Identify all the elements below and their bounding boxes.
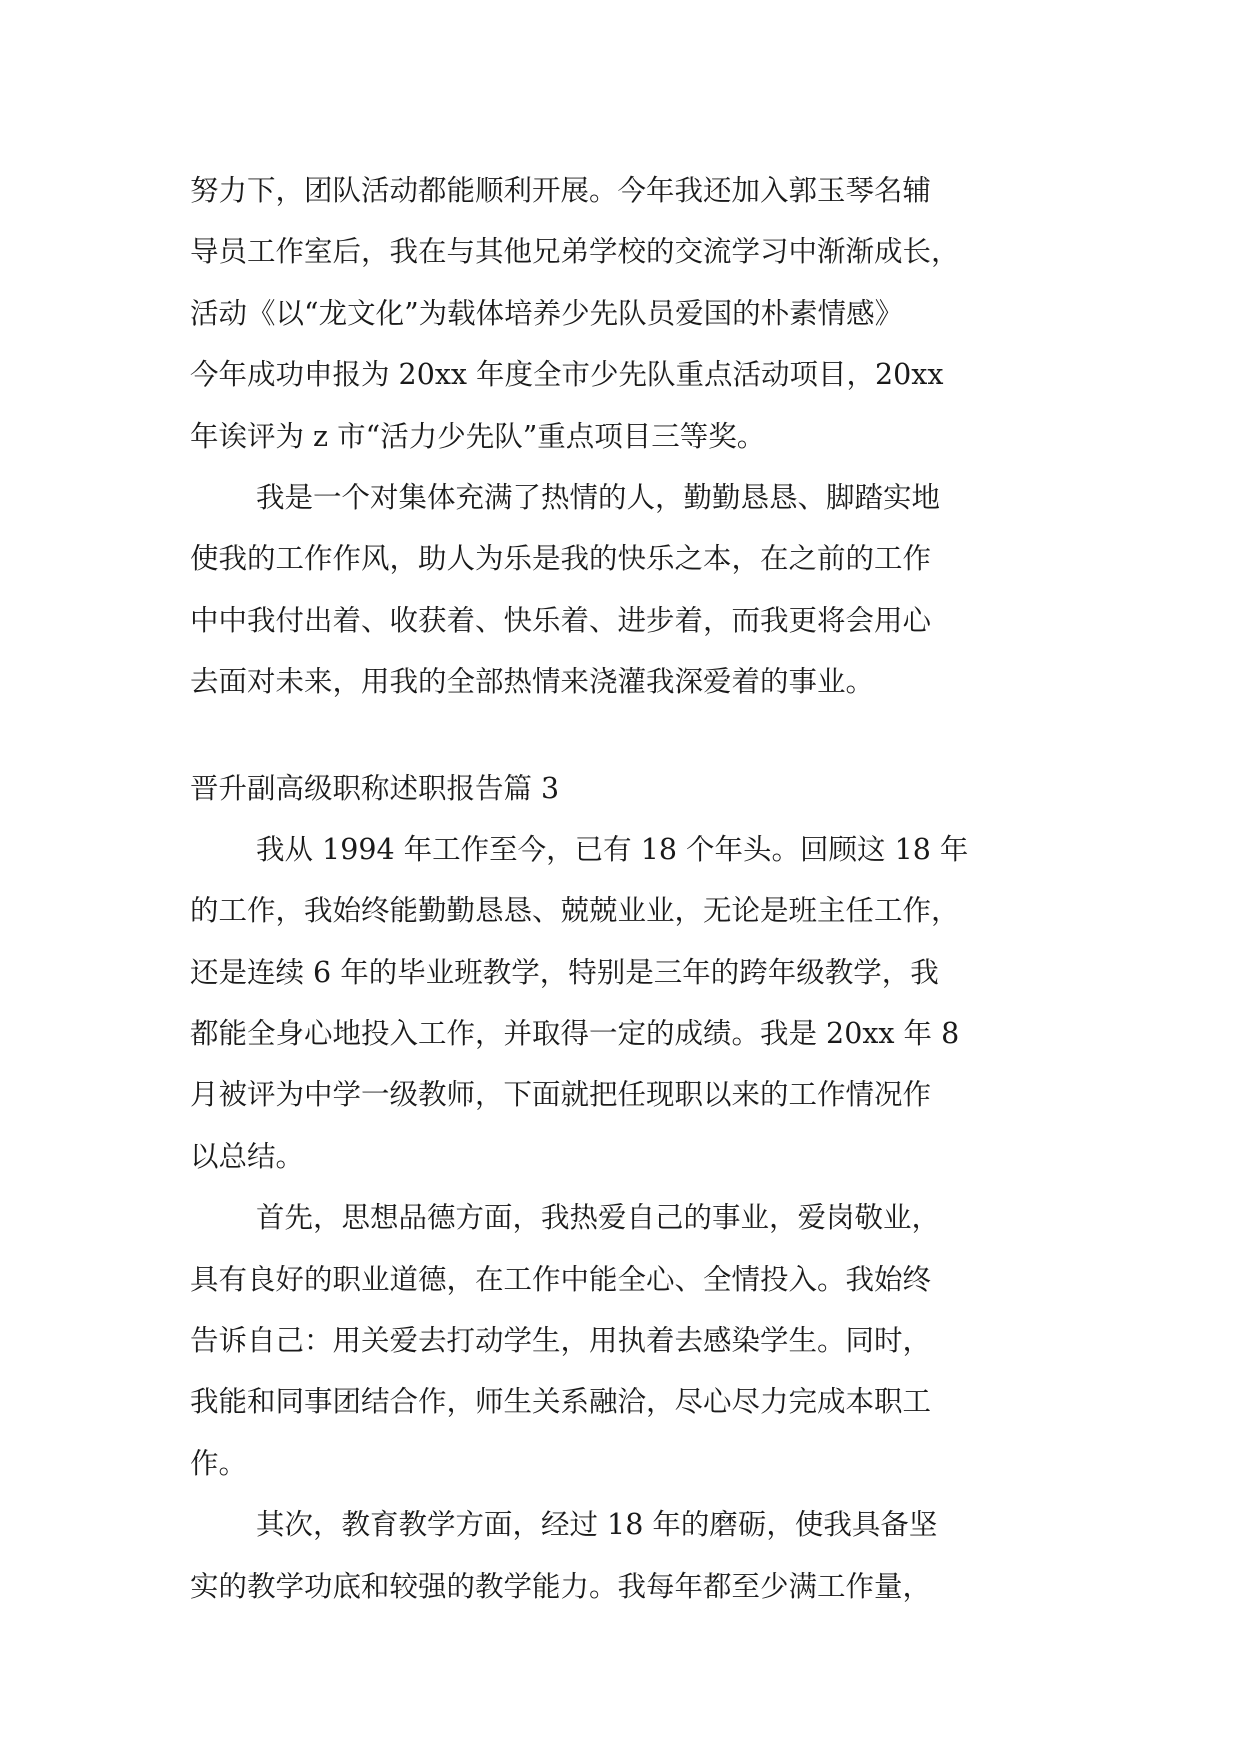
text-line: 我从 1994 年工作至今，已有 18 个年头。回顾这 18 年 xyxy=(256,832,969,866)
text-line: 实的教学功底和较强的教学能力。我每年都至少满工作量， xyxy=(190,1569,932,1603)
text-line: 其次，教育教学方面，经过 18 年的磨砺，使我具备坚 xyxy=(256,1508,938,1542)
text-line: 导员工作室后，我在与其他兄弟学校的交流学习中渐渐成长， xyxy=(190,235,960,269)
text-line: 去面对未来，用我的全部热情来浇灌我深爱着的事业。 xyxy=(190,665,875,699)
paragraph-teaching xyxy=(190,1494,1070,1617)
paragraph-intro xyxy=(190,819,1070,1187)
document-body xyxy=(190,160,1070,1617)
text-line: 告诉自己：用关爱去打动学生，用执着去感染学生。同时， xyxy=(190,1324,932,1358)
text-line: 作。 xyxy=(190,1446,248,1480)
text-line: 的工作，我始终能勤勤恳恳、兢兢业业，无论是班主任工作， xyxy=(190,894,960,928)
text-line: 首先，思想品德方面，我热爱自己的事业，爱岗敬业， xyxy=(256,1201,941,1235)
text-line: 活动《以“龙文化”为载体培养少先队员爱国的朴素情感》 xyxy=(190,296,904,330)
text-line: 还是连续 6 年的毕业班教学，特别是三年的跨年级教学，我 xyxy=(190,955,939,989)
text-line: 今年成功申报为 20xx 年度全市少先队重点活动项目，20xx xyxy=(190,358,944,392)
paragraph-team-activities xyxy=(190,160,1070,467)
text-line: 使我的工作作风，助人为乐是我的快乐之本，在之前的工作 xyxy=(190,542,932,576)
text-line: 月被评为中学一级教师，下面就把任现职以来的工作情况作 xyxy=(190,1078,932,1112)
text-line: 我是一个对集体充满了热情的人，勤勤恳恳、脚踏实地 xyxy=(256,480,941,514)
text-line: 年诶评为 z 市“活力少先队”重点项目三等奖。 xyxy=(190,419,766,453)
text-line: 具有良好的职业道德，在工作中能全心、全情投入。我始终 xyxy=(190,1262,932,1296)
text-line: 努力下，团队活动都能顺利开展。今年我还加入郭玉琴名辅 xyxy=(190,174,932,207)
text-line: 中中我付出着、收获着、快乐着、进步着，而我更将会用心 xyxy=(190,603,932,637)
paragraph-morality xyxy=(190,1187,1070,1494)
paragraph-work-attitude xyxy=(190,467,1070,713)
text-line: 以总结。 xyxy=(190,1139,305,1173)
text-line: 都能全身心地投入工作，并取得一定的成绩。我是 20xx 年 8 xyxy=(190,1017,960,1051)
text-line: 我能和同事团结合作，师生关系融洽，尽心尽力完成本职工 xyxy=(190,1385,932,1419)
section-heading: 晋升副高级职称述职报告篇 3 xyxy=(190,771,560,805)
